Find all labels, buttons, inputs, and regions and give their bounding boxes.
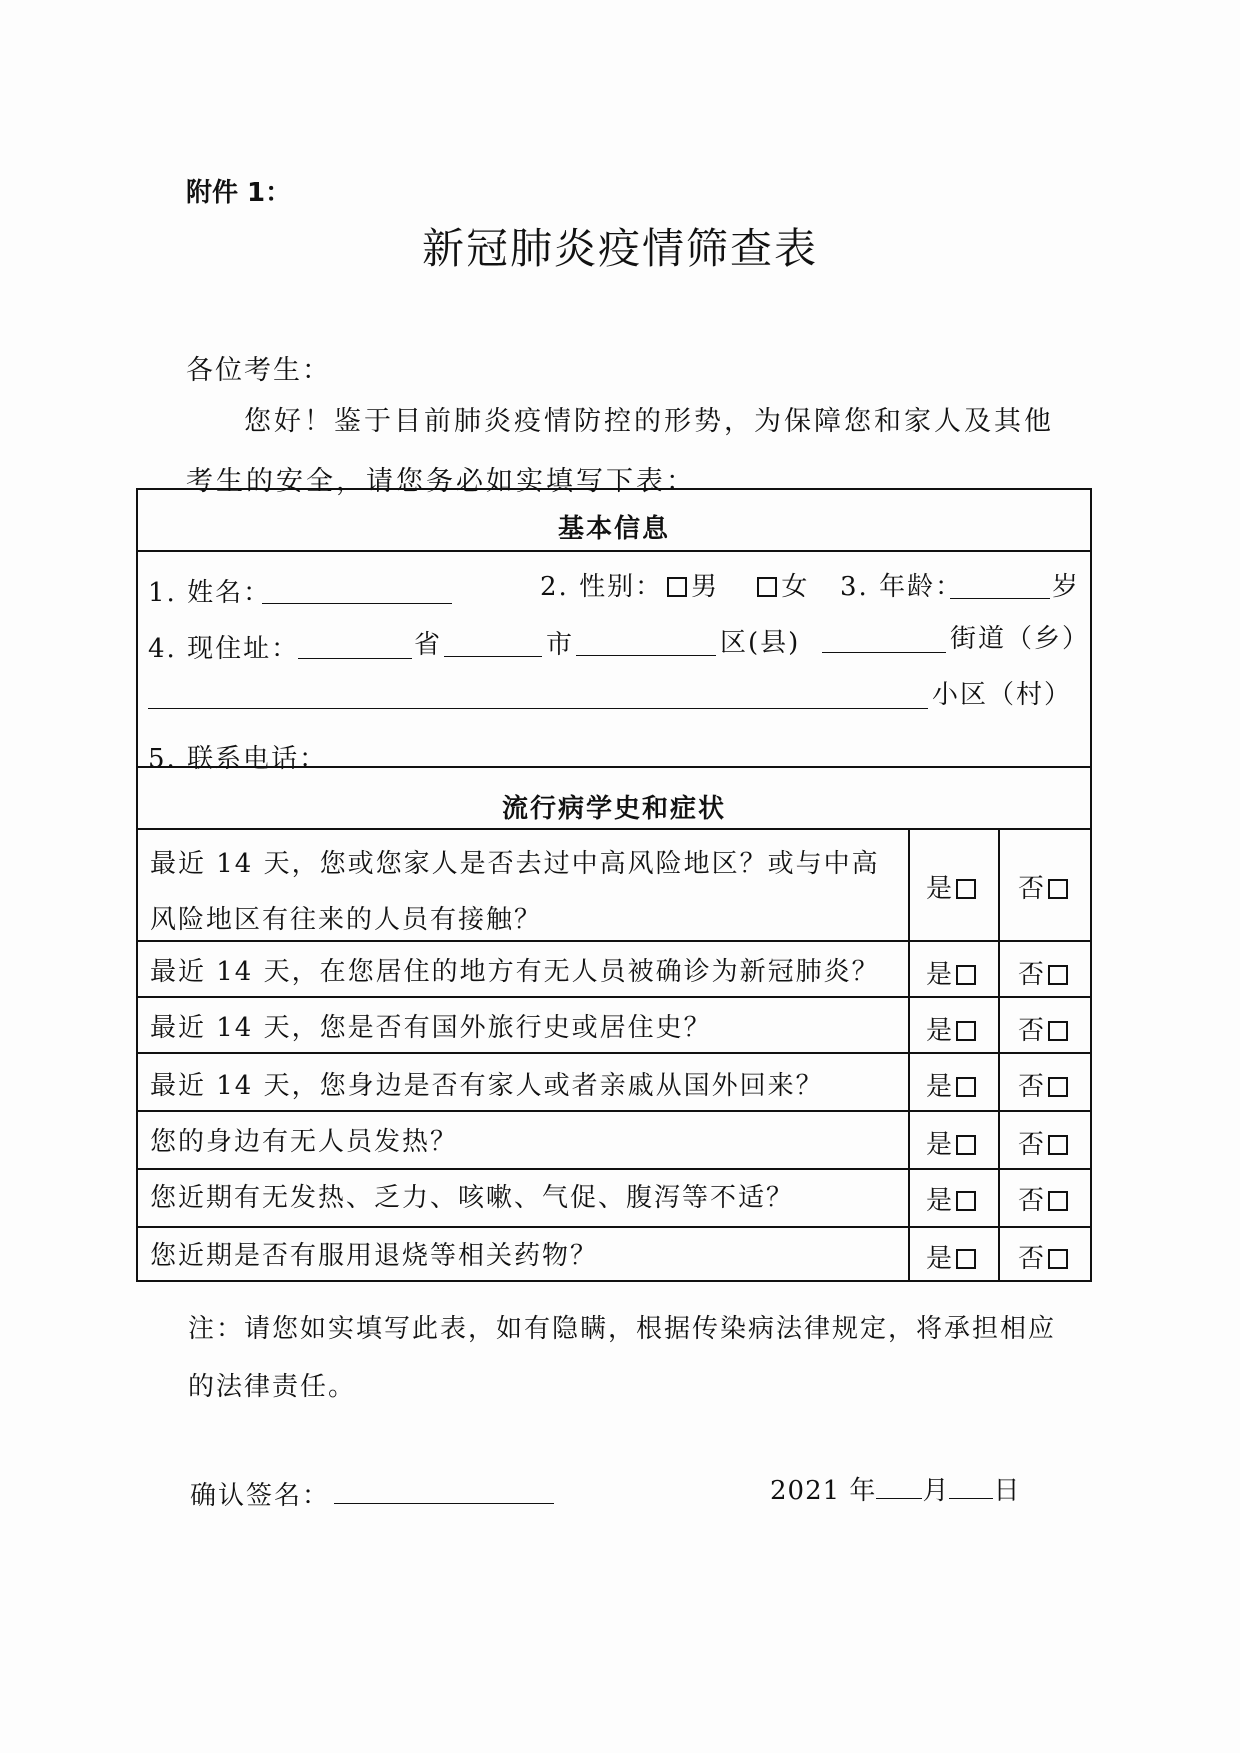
yes-option[interactable] bbox=[908, 954, 998, 991]
no-checkbox[interactable] bbox=[1048, 1191, 1068, 1211]
yes-checkbox[interactable] bbox=[956, 879, 976, 899]
yes-checkbox[interactable] bbox=[956, 1249, 976, 1269]
yes-option[interactable] bbox=[908, 1010, 998, 1047]
yes-checkbox[interactable] bbox=[956, 965, 976, 985]
greeting: 各位考生： bbox=[186, 355, 331, 386]
no-label: 否 bbox=[1017, 1130, 1044, 1160]
province-field[interactable] bbox=[298, 658, 412, 659]
question-text: 最近 14 天，在您居住的地方有无人员被确诊为新冠肺炎？ bbox=[150, 957, 880, 987]
city-field[interactable] bbox=[444, 656, 542, 657]
address-label: 4. 现住址： bbox=[148, 634, 300, 664]
age-unit: 岁 bbox=[1052, 572, 1081, 602]
name-field[interactable] bbox=[262, 603, 452, 604]
legal-note: 注：请您如实填写此表，如有隐瞒，根据传染病法律规定，将承担相应的法律责任。 bbox=[188, 1314, 1057, 1402]
divider bbox=[136, 940, 1092, 942]
yes-label: 是 bbox=[925, 1072, 952, 1102]
no-label: 否 bbox=[1017, 874, 1044, 904]
age-label: 3. 年龄： bbox=[840, 572, 964, 602]
no-checkbox[interactable] bbox=[1048, 1249, 1068, 1269]
attachment-label: 附件 1： bbox=[186, 178, 292, 208]
no-checkbox[interactable] bbox=[1048, 879, 1068, 899]
community-field[interactable] bbox=[148, 708, 928, 709]
no-label: 否 bbox=[1017, 1244, 1044, 1274]
no-option[interactable] bbox=[998, 1066, 1092, 1103]
district-field[interactable] bbox=[576, 655, 716, 656]
no-checkbox[interactable] bbox=[1048, 1135, 1068, 1155]
divider bbox=[136, 550, 1092, 552]
gender-group bbox=[540, 566, 809, 603]
yes-option[interactable] bbox=[908, 1238, 998, 1275]
question-text: 您的身边有无人员发热？ bbox=[150, 1127, 459, 1157]
yes-label: 是 bbox=[925, 1130, 952, 1160]
yes-label: 是 bbox=[925, 1186, 952, 1216]
yes-option[interactable] bbox=[908, 1180, 998, 1217]
section-title-epidemiology: 流行病学史和症状 bbox=[501, 794, 726, 824]
divider bbox=[136, 828, 1092, 830]
signature-label: 确认签名： bbox=[190, 1481, 331, 1511]
divider bbox=[136, 996, 1092, 998]
question-text: 最近 14 天，您或您家人是否去过中高风险地区？或与中高风险地区有往来的人员有接触？ bbox=[150, 849, 880, 935]
divider bbox=[136, 1052, 1092, 1054]
yes-label: 是 bbox=[925, 874, 952, 904]
date-group bbox=[770, 1470, 1020, 1507]
date-day: 日 bbox=[993, 1476, 1021, 1506]
no-checkbox[interactable] bbox=[1048, 1077, 1068, 1097]
no-option[interactable] bbox=[998, 1238, 1092, 1275]
no-option[interactable] bbox=[998, 954, 1092, 991]
province-unit: 省 bbox=[414, 630, 443, 660]
phone-label: 5. 联系电话： bbox=[148, 744, 328, 774]
question-text: 最近 14 天，您身边是否有家人或者亲戚从国外回来？ bbox=[150, 1071, 824, 1101]
yes-option[interactable] bbox=[908, 868, 998, 905]
date-year: 2021 年 bbox=[770, 1476, 877, 1506]
no-label: 否 bbox=[1017, 1016, 1044, 1046]
street-field[interactable] bbox=[822, 652, 946, 653]
no-checkbox[interactable] bbox=[1048, 965, 1068, 985]
date-month: 月 bbox=[922, 1476, 950, 1506]
no-checkbox[interactable] bbox=[1048, 1021, 1068, 1041]
gender-male-label: 男 bbox=[691, 572, 720, 602]
gender-label: 2. 性别： bbox=[540, 572, 664, 602]
no-option[interactable] bbox=[998, 1180, 1092, 1217]
no-label: 否 bbox=[1017, 1072, 1044, 1102]
street-unit: 街道（乡） bbox=[950, 624, 1091, 654]
district-unit: 区(县) bbox=[720, 628, 801, 658]
divider bbox=[136, 766, 1092, 768]
section-title-basic-info: 基本信息 bbox=[557, 514, 670, 544]
no-label: 否 bbox=[1017, 1186, 1044, 1216]
yes-label: 是 bbox=[925, 1016, 952, 1046]
no-label: 否 bbox=[1017, 960, 1044, 990]
yes-label: 是 bbox=[925, 1244, 952, 1274]
community-unit: 小区（村） bbox=[932, 680, 1073, 710]
yes-checkbox[interactable] bbox=[956, 1135, 976, 1155]
city-unit: 市 bbox=[546, 630, 575, 660]
signature-field[interactable] bbox=[334, 1503, 554, 1504]
gender-male-checkbox[interactable] bbox=[667, 577, 687, 597]
age-field[interactable] bbox=[950, 598, 1050, 599]
no-option[interactable] bbox=[998, 1010, 1092, 1047]
question-text: 最近 14 天，您是否有国外旅行史或居住史？ bbox=[150, 1013, 712, 1043]
name-label: 1. 姓名： bbox=[148, 578, 272, 608]
form-title: 新冠肺炎疫情筛查表 bbox=[421, 224, 818, 273]
yes-option[interactable] bbox=[908, 1066, 998, 1103]
month-field[interactable] bbox=[876, 1476, 922, 1499]
intro-paragraph: 您好！鉴于目前肺炎疫情防控的形势，为保障您和家人及其他考生的安全，请您务必如实填写下表： bbox=[186, 406, 1054, 497]
no-option[interactable] bbox=[998, 1124, 1092, 1161]
yes-label: 是 bbox=[925, 960, 952, 990]
day-field[interactable] bbox=[949, 1476, 993, 1499]
gender-female-checkbox[interactable] bbox=[757, 577, 777, 597]
yes-checkbox[interactable] bbox=[956, 1077, 976, 1097]
yes-option[interactable] bbox=[908, 1124, 998, 1161]
gender-female-label: 女 bbox=[781, 572, 810, 602]
yes-checkbox[interactable] bbox=[956, 1191, 976, 1211]
yes-checkbox[interactable] bbox=[956, 1021, 976, 1041]
question-text: 您近期有无发热、乏力、咳嗽、气促、腹泻等不适？ bbox=[150, 1183, 795, 1213]
question-text: 您近期是否有服用退烧等相关药物？ bbox=[150, 1241, 599, 1271]
divider bbox=[136, 1110, 1092, 1112]
no-option[interactable] bbox=[998, 868, 1092, 905]
